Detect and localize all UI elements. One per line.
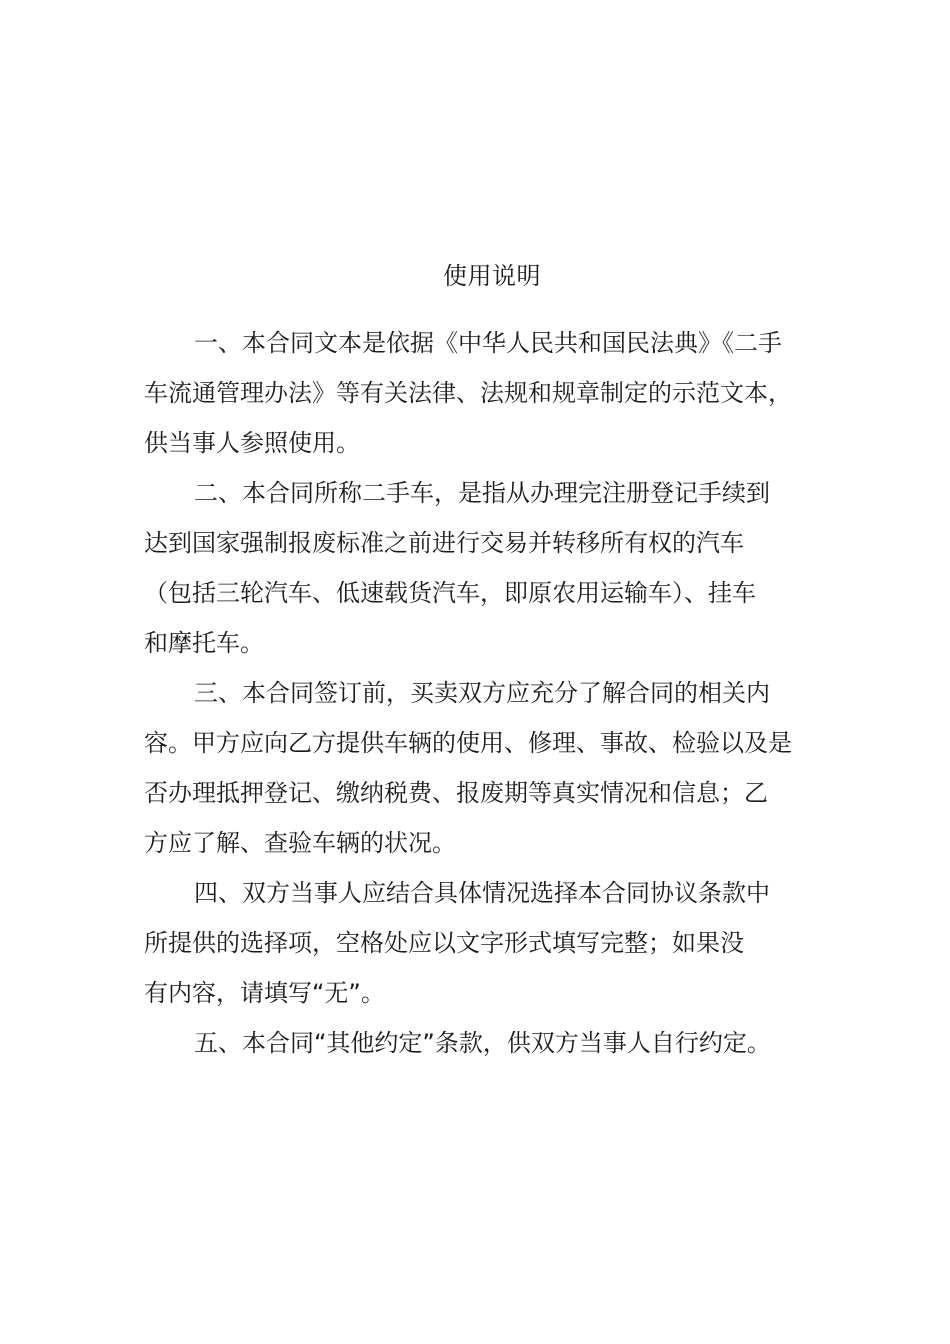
paragraph-2 bbox=[144, 468, 812, 668]
paragraph-line: 四、双方当事人应结合具体情况选择本合同协议条款中 bbox=[194, 879, 770, 907]
paragraph-line: 三、本合同签订前，买卖双方应充分了解合同的相关内 bbox=[194, 679, 770, 707]
paragraph-line: 达到国家强制报废标准之前进行交易并转移所有权的汽车 bbox=[144, 529, 744, 557]
paragraph-line: 所提供的选择项，空格处应以文字形式填写完整；如果没 bbox=[144, 929, 744, 957]
paragraph-line: 一、本合同文本是依据《中华人民共和国民法典》《二手 bbox=[194, 329, 782, 357]
paragraph-line: 五、本合同“其他约定”条款，供双方当事人自行约定。 bbox=[194, 1029, 771, 1057]
paragraph-line: 二、本合同所称二手车，是指从办理完注册登记手续到 bbox=[194, 479, 770, 507]
paragraph-line: 车流通管理办法》等有关法律、法规和规章制定的示范文本， bbox=[144, 379, 792, 407]
paragraph-5 bbox=[144, 1018, 812, 1068]
paragraph-line: 否办理抵押登记、缴纳税费、报废期等真实情况和信息；乙 bbox=[144, 779, 768, 807]
paragraph-line: 有内容，请填写“无”。 bbox=[144, 979, 385, 1007]
document-body bbox=[144, 318, 812, 1068]
paragraph-line: 供当事人参照使用。 bbox=[144, 429, 360, 457]
paragraph-line: （包括三轮汽车、低速载货汽车，即原农用运输车）、挂车 bbox=[144, 579, 756, 607]
page-title: 使用说明 bbox=[443, 262, 541, 290]
paragraph-4 bbox=[144, 868, 812, 1018]
paragraph-line: 方应了解、查验车辆的状况。 bbox=[144, 829, 456, 857]
paragraph-3 bbox=[144, 668, 812, 868]
paragraph-line: 容。甲方应向乙方提供车辆的使用、修理、事故、检验以及是 bbox=[144, 729, 792, 757]
paragraph-line: 和摩托车。 bbox=[144, 629, 264, 657]
paragraph-1 bbox=[144, 318, 812, 468]
